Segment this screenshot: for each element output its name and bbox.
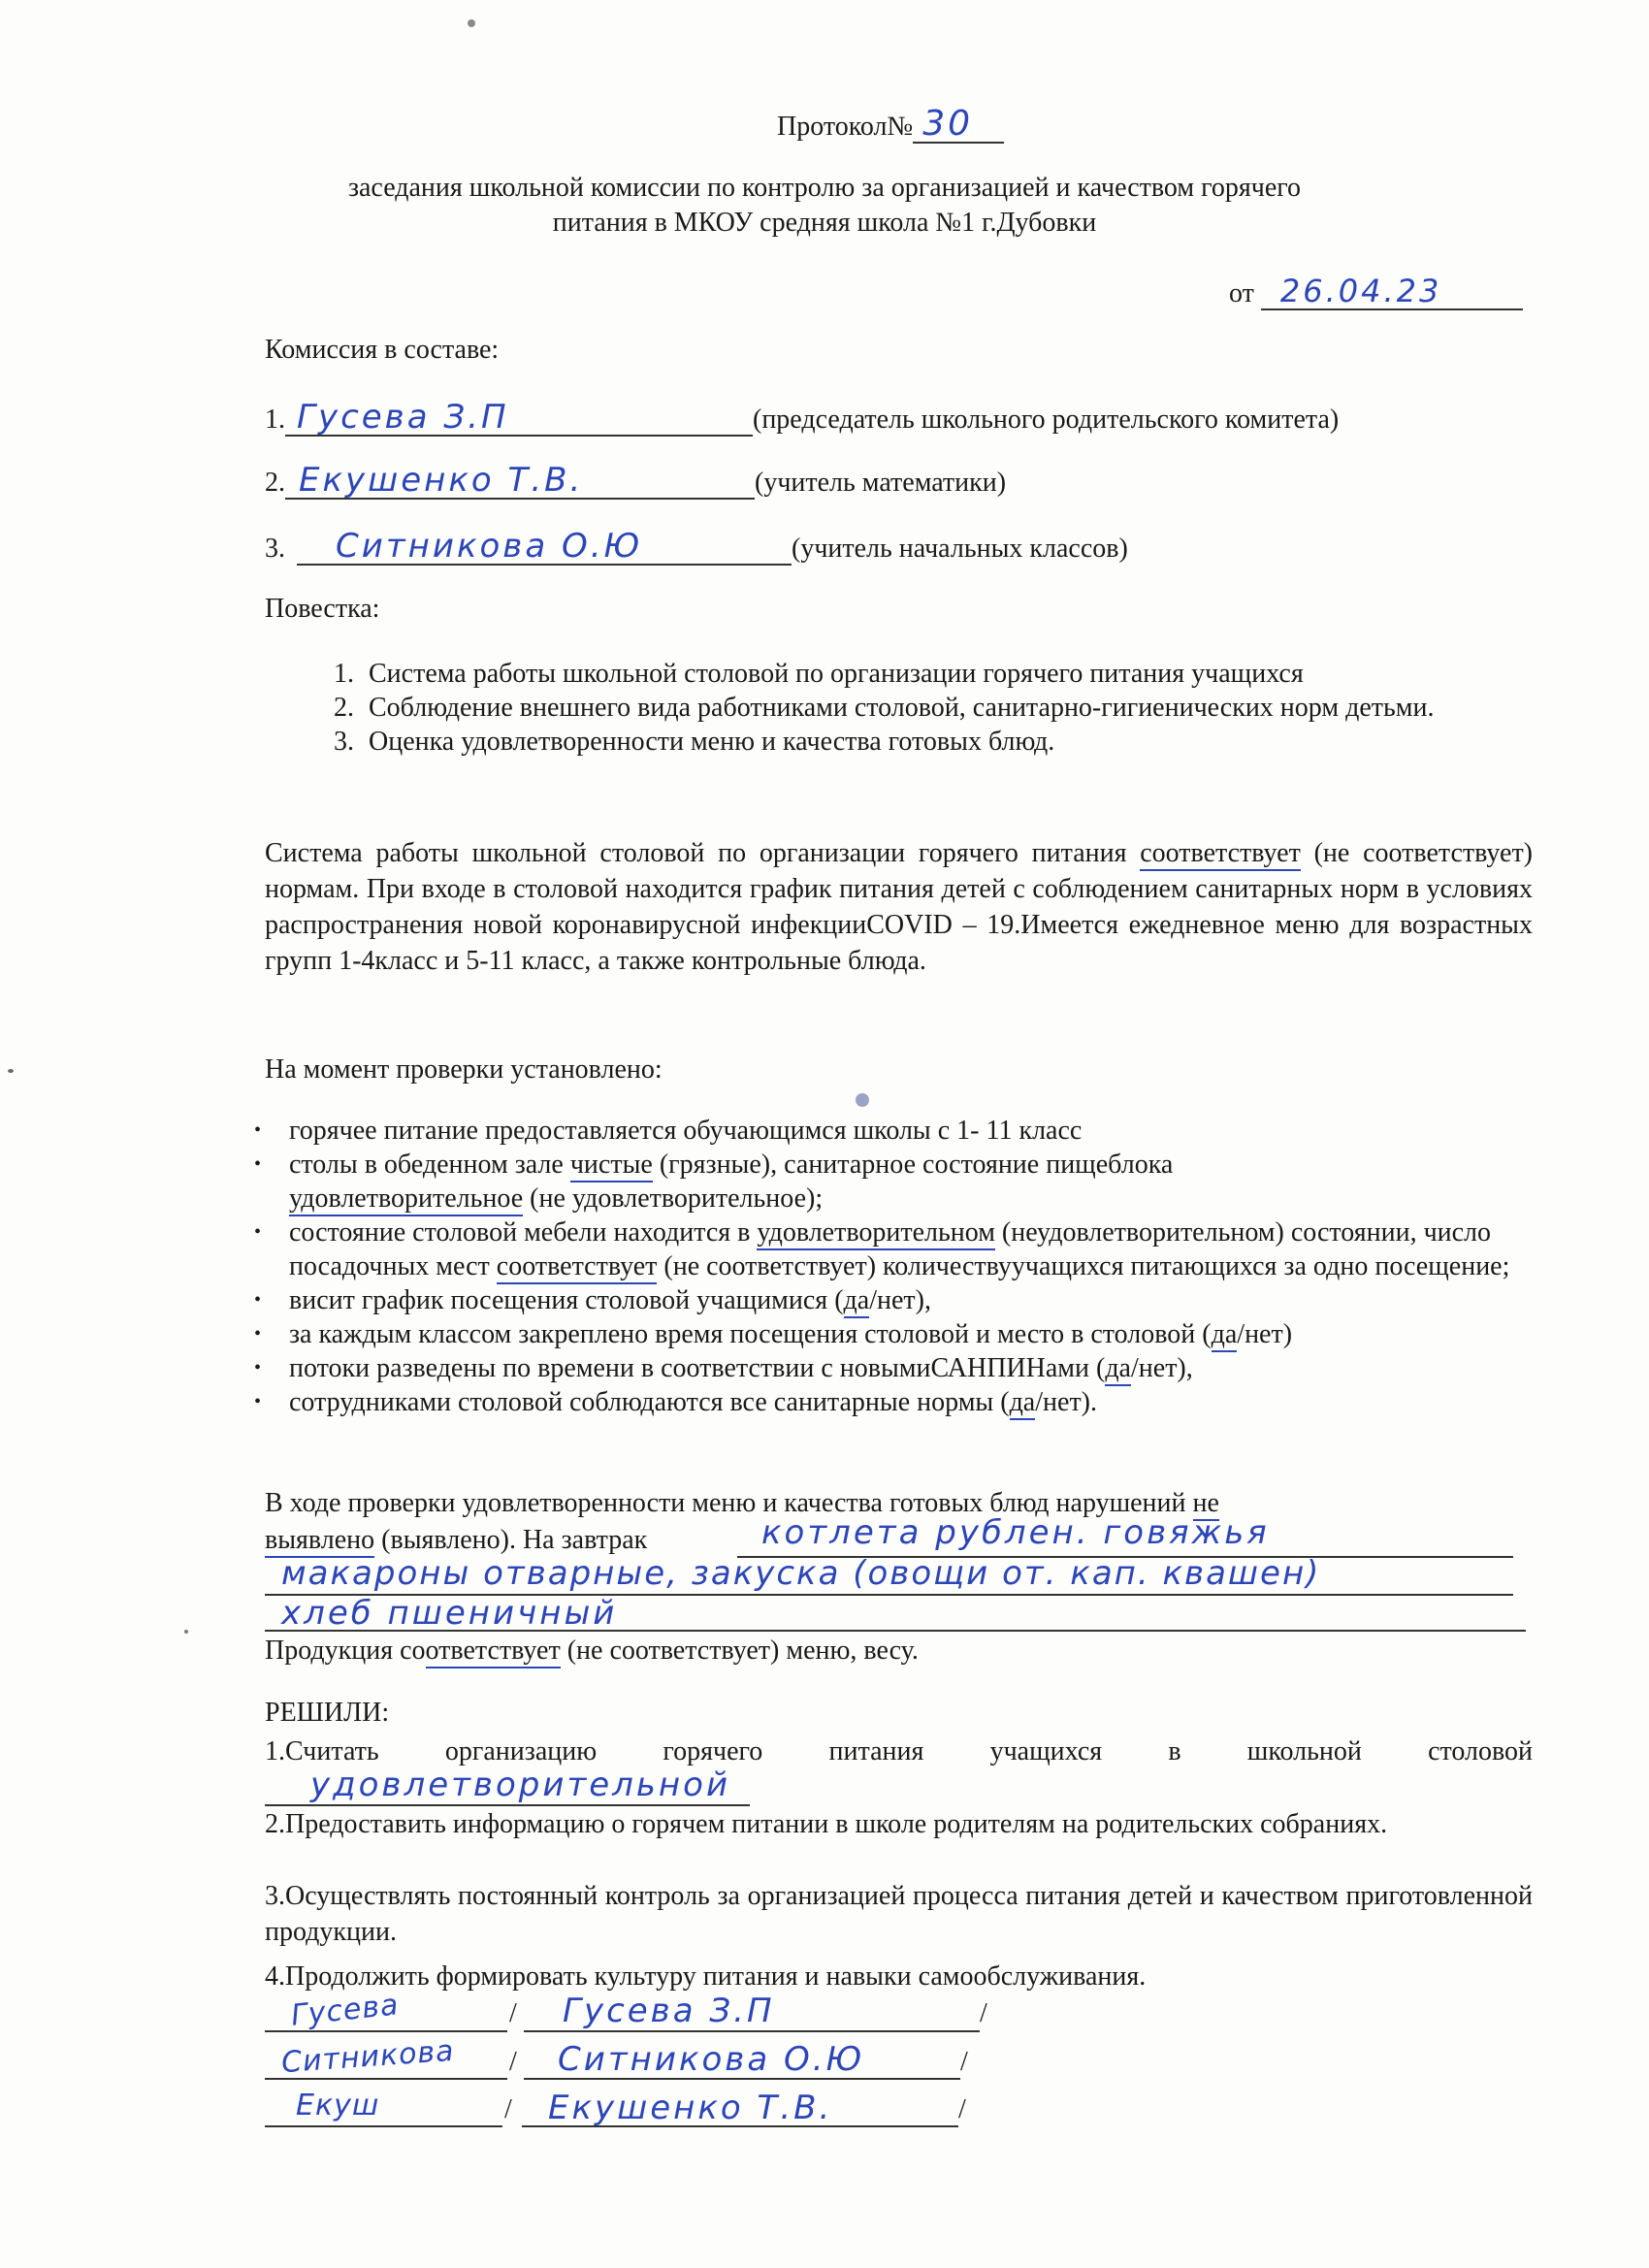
- finding-underlined: удовлетворительное: [289, 1183, 523, 1216]
- scan-mark: [8, 1069, 14, 1073]
- inspection-underlined: не: [1193, 1488, 1219, 1521]
- member-number: 2.: [265, 468, 285, 498]
- finding-item: [289, 1317, 1579, 1351]
- date-prefix: от: [1229, 278, 1254, 308]
- decision-item-4: 4.Продолжить формировать культуру питания и навыки самообслуживания.: [265, 1961, 1147, 1992]
- finding-item: [289, 1114, 1579, 1148]
- breakfast-handwriting-1: котлета рублен. говяжья: [761, 1513, 1270, 1552]
- commission-member-1: [265, 400, 1339, 437]
- agenda-item: 1. Система работы школьной столовой по организации горячего питания учащихся: [361, 657, 1583, 691]
- breakfast-handwriting-3: хлеб пшеничный: [281, 1594, 618, 1633]
- scan-mark: [856, 1093, 869, 1107]
- product-text: (не соответствует) меню, весу.: [560, 1636, 919, 1666]
- commission-heading: Комиссия в составе:: [265, 335, 500, 365]
- member-role: (учитель начальных классов): [792, 534, 1128, 564]
- finding-text: /нет),: [1131, 1353, 1193, 1383]
- agenda-heading: Повестка:: [265, 594, 380, 624]
- decision-item-1: 1.Считать организацию горячего питания учащихся в школьной столовой: [265, 1736, 1533, 1766]
- finding-underlined: да: [1212, 1319, 1238, 1352]
- finding-text: /нет).: [1035, 1387, 1098, 1417]
- paragraph-text: (не соответствует) нормам. При входе в столовой находится график питания детей с соблюдением санитарных норм в условиях распространения новой коронавирусной инфекцииCOVID – 19.Имеется ежедневное меню для возрастных групп 1-4класс и 5-11 класс, а также контрольные блюда.: [265, 838, 1534, 976]
- inspection-text: В ходе проверки удовлетворенности меню и качества готовых блюд нарушений: [265, 1488, 1193, 1518]
- signature-1: Гусева: [289, 1988, 401, 2033]
- finding-text: горячее питание предоставляется обучающимся школы с 1- 11 класс: [289, 1116, 1083, 1146]
- finding-underlined: чистые: [570, 1150, 653, 1183]
- decision-item-3: 3.Осуществлять постоянный контроль за организацией процесса питания детей и качеством приготовленной продукции.: [265, 1881, 1533, 1947]
- protocol-number: 30: [913, 107, 1004, 144]
- finding-item: [289, 1148, 1579, 1215]
- scan-mark: [468, 19, 475, 27]
- finding-item: [289, 1283, 1579, 1317]
- commission-member-3: [265, 529, 1128, 567]
- finding-text: за каждым классом закреплено время посещения столовой и место в столовой (: [289, 1319, 1212, 1349]
- signature-line-3-left: [265, 2125, 502, 2127]
- member-name: Екушенко Т.В.: [285, 463, 755, 500]
- finding-text: висит график посещения столовой учащимися (: [289, 1285, 844, 1315]
- date-value: 26.04.23: [1261, 274, 1523, 310]
- subtitle-line-1: заседания школьной комиссии по контролю за организацией и качеством горячего: [347, 173, 1302, 203]
- findings-list: [252, 1114, 1579, 1419]
- member-number: 1.: [265, 405, 285, 435]
- agenda-list: [312, 657, 1583, 759]
- finding-text: (неудовлетворительном) состоянии, число посадочных мест: [289, 1217, 1492, 1281]
- finding-item: [289, 1385, 1579, 1419]
- inspection-line-2: [265, 1523, 647, 1558]
- member-name: Ситникова О.Ю: [297, 529, 792, 566]
- system-paragraph: [265, 835, 1533, 979]
- finding-text: /нет): [1237, 1319, 1293, 1349]
- findings-heading: На момент проверки установлено:: [265, 1054, 663, 1085]
- signature-name-3: Екушенко Т.В.: [548, 2089, 833, 2127]
- member-role: (учитель математики): [755, 468, 1007, 498]
- inspection-text: (выявлено). На завтрак: [374, 1525, 648, 1555]
- product-text: Продукция со: [265, 1636, 426, 1666]
- paragraph-underlined: соответствует: [1140, 838, 1301, 871]
- protocol-date: [1229, 274, 1523, 311]
- subtitle-line-2: питания в МКОУ средняя школа №1 г.Дубовки: [552, 208, 1097, 238]
- paragraph-text: Система работы школьной столовой по организации горячего питания: [265, 838, 1141, 868]
- signature-2: Ситникова: [279, 2033, 456, 2081]
- protocol-title: [777, 104, 1004, 145]
- member-name: Гусева З.П: [285, 400, 753, 437]
- finding-underlined: да: [1010, 1387, 1036, 1420]
- finding-text: столы в обеденном зале: [289, 1150, 570, 1180]
- finding-underlined: да: [844, 1285, 870, 1318]
- agenda-item: 3. Оценка удовлетворенности меню и качества готовых блюд.: [361, 725, 1583, 759]
- signature-slash: /: [958, 2094, 966, 2124]
- protocol-subtitle: [291, 171, 1358, 241]
- decision-heading: РЕШИЛИ:: [265, 1698, 390, 1728]
- finding-text: сотрудниками столовой соблюдаются все санитарные нормы (: [289, 1387, 1010, 1417]
- finding-text: состояние столовой мебели находится в: [289, 1217, 758, 1247]
- signature-line-1-right: [524, 2030, 980, 2032]
- title-prefix: Протокол№: [777, 112, 914, 142]
- decision-item-1-handwriting: удовлетворительной: [310, 1766, 731, 1804]
- signature-slash: /: [509, 1998, 517, 2028]
- member-number: 3.: [265, 534, 285, 564]
- finding-underlined: соответствует: [497, 1251, 658, 1284]
- commission-member-2: [265, 463, 1006, 501]
- signature-slash: /: [960, 2047, 968, 2077]
- finding-text: (грязные), санитарное состояние пищеблока: [652, 1150, 1174, 1180]
- finding-underlined: да: [1105, 1353, 1131, 1386]
- member-role: (председатель школьного родительского комитета): [753, 405, 1340, 435]
- signature-slash: /: [509, 2047, 517, 2077]
- finding-text: (не удовлетворительное);: [523, 1183, 824, 1214]
- signature-slash: /: [980, 1998, 987, 2028]
- finding-text: потоки разведены по времени в соответствии с новымиСАНПИНами (: [289, 1353, 1106, 1383]
- breakfast-handwriting-2: макароны отварные, закуска (овощи от. кап. квашен): [281, 1554, 1321, 1593]
- product-underlined: ответствует: [426, 1636, 561, 1669]
- agenda-item: 2. Соблюдение внешнего вида работниками столовой, санитарно-гигиенических норм детьми.: [361, 691, 1583, 725]
- signature-slash: /: [504, 2094, 512, 2124]
- finding-text: (не соответствует) количествуучащихся питающихся за одно посещение;: [657, 1251, 1510, 1281]
- signature-3: Екуш: [296, 2089, 380, 2122]
- signature-name-2: Ситникова О.Ю: [558, 2040, 865, 2079]
- product-compliance: [265, 1634, 919, 1669]
- signature-name-1: Гусева З.П: [563, 1992, 775, 2030]
- decision-item-2: 2.Предоставить информацию о горячем питании в школе родителям на родительских собраниях.: [265, 1809, 1388, 1839]
- inspection-underlined: выявлено: [265, 1525, 374, 1558]
- finding-item: [289, 1215, 1579, 1283]
- scan-mark: [184, 1630, 188, 1634]
- finding-text: /нет),: [869, 1285, 931, 1315]
- finding-item: [289, 1351, 1579, 1385]
- finding-underlined: удовлетворительном: [757, 1217, 995, 1250]
